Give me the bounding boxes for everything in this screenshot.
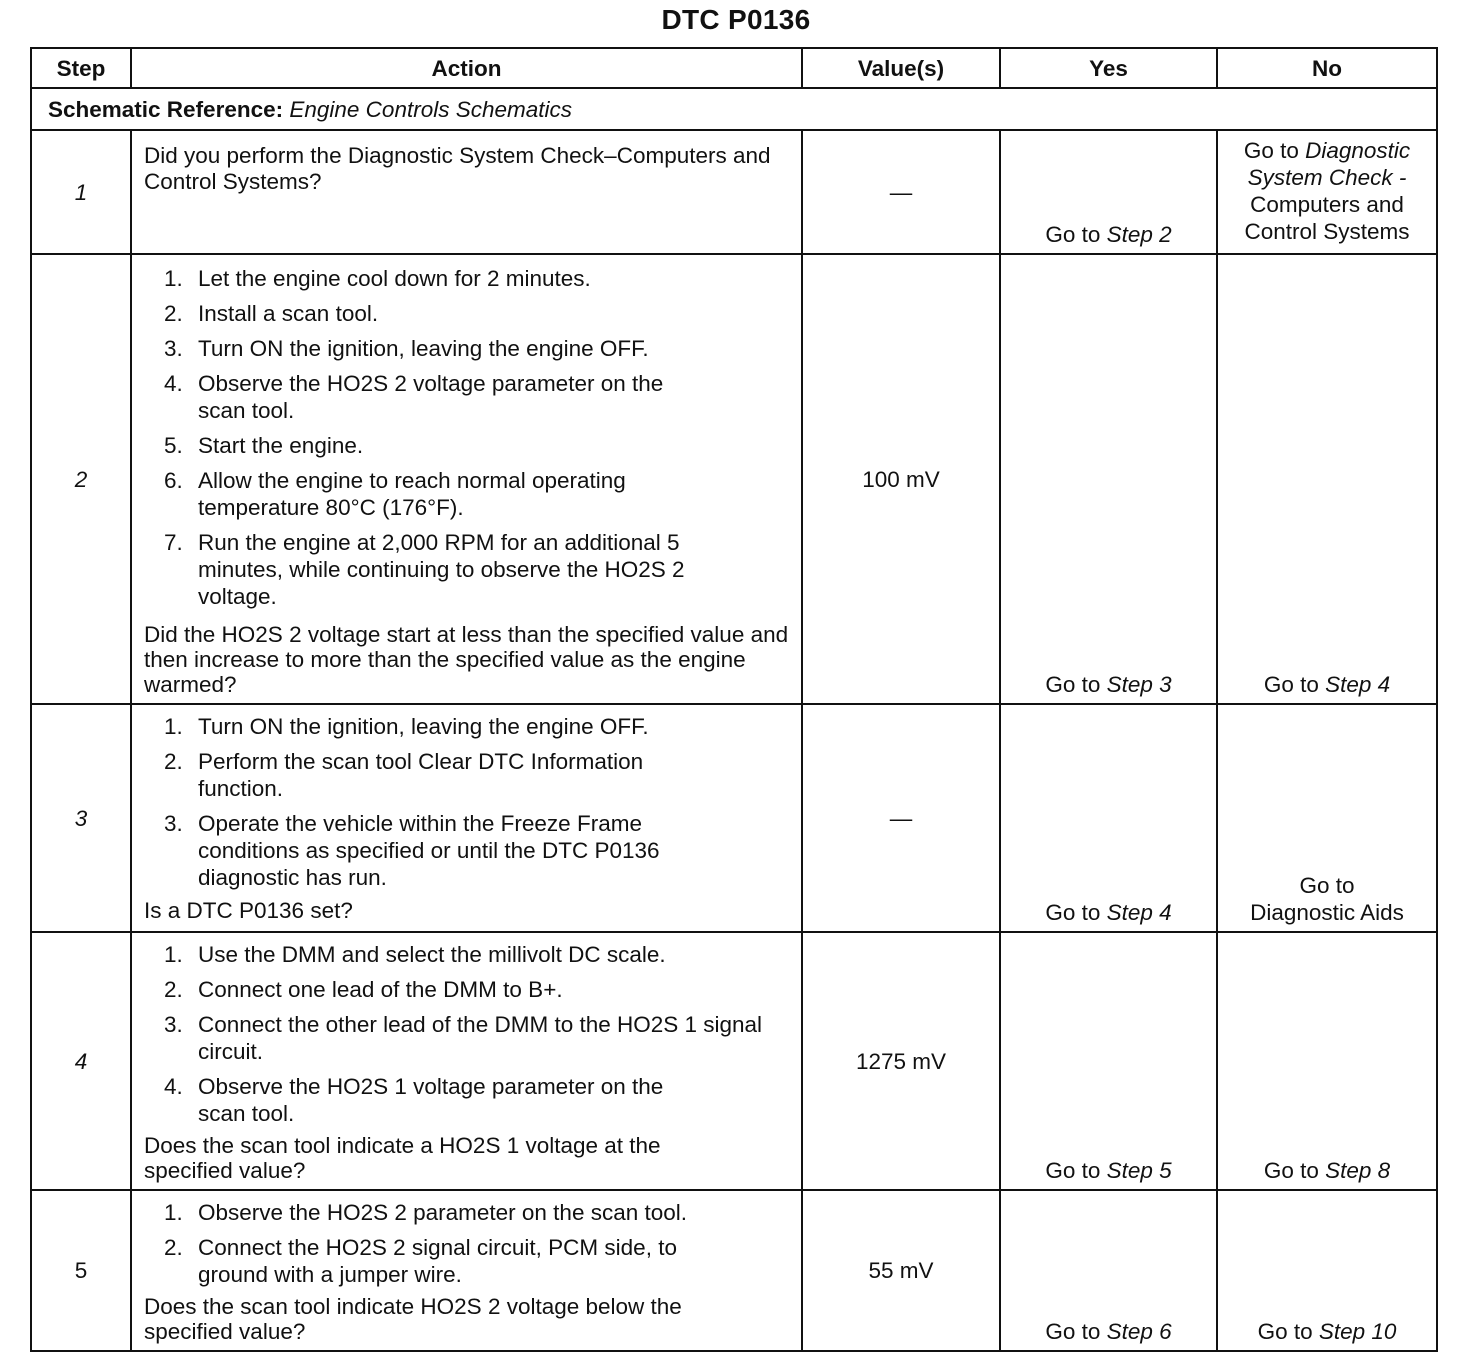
go-to-text: Go to	[1045, 672, 1101, 697]
go-to-text: Go to	[1299, 873, 1355, 898]
question-text: Is a DTC P0136 set?	[144, 898, 353, 923]
question-text: Did you perform the Diagnostic System Check–Computers and Control Systems?	[144, 143, 771, 194]
no-cell[interactable]	[1217, 1190, 1437, 1351]
yes-cell[interactable]	[1000, 704, 1217, 932]
action-cell	[131, 704, 802, 932]
list-item: 3. Turn ON the ignition, leaving the engine OFF.	[164, 336, 649, 361]
list-item: 3. Operate the vehicle within the Freeze Frame conditions as specified or until the DTC P0136 diagnostic has run.	[164, 811, 660, 890]
go-to-text: Go to	[1263, 1158, 1319, 1183]
yes-cell[interactable]	[1000, 1190, 1217, 1351]
header-row	[31, 48, 1437, 88]
value-cell: 100 mV	[802, 254, 1000, 704]
header-yes: Yes	[1000, 48, 1217, 88]
schematic-label: Schematic Reference:	[48, 96, 284, 122]
list-item: 4. Observe the HO2S 2 voltage parameter on the scan tool.	[164, 371, 664, 423]
no-cell[interactable]	[1217, 704, 1437, 932]
instruction-list	[132, 255, 801, 610]
go-to-text: Go to	[1045, 1158, 1101, 1183]
list-item: 4. Observe the HO2S 1 voltage parameter on the scan tool.	[164, 1074, 664, 1126]
step-number: 4	[31, 932, 131, 1190]
table-row	[31, 130, 1437, 254]
list-item: 1. Observe the HO2S 2 parameter on the scan tool.	[164, 1200, 688, 1225]
yes-cell[interactable]	[1000, 130, 1217, 254]
list-item: 1. Use the DMM and select the millivolt DC scale.	[164, 942, 666, 967]
list-item: 5. Start the engine.	[164, 433, 364, 458]
yes-link[interactable]: Step 3	[1106, 672, 1172, 697]
list-item: 3. Connect the other lead of the DMM to the HO2S 1 signal circuit.	[164, 1012, 763, 1064]
no-link[interactable]: Step 8	[1325, 1158, 1391, 1183]
instruction-list	[132, 1199, 801, 1288]
header-no: No	[1217, 48, 1437, 88]
table-row	[31, 254, 1437, 704]
value-cell: 55 mV	[802, 1190, 1000, 1351]
list-item: 2. Connect the HO2S 2 signal circuit, PCM side, to ground with a jumper wire.	[164, 1235, 677, 1287]
go-to-text: Go to	[1045, 900, 1101, 925]
table-row	[31, 1190, 1437, 1351]
action-cell	[131, 932, 802, 1190]
yes-cell[interactable]	[1000, 932, 1217, 1190]
no-cell[interactable]	[1217, 130, 1437, 254]
yes-link[interactable]: Step 4	[1106, 900, 1172, 925]
list-item: 7. Run the engine at 2,000 RPM for an additional 5 minutes, while continuing to observe the HO2S 2 voltage.	[164, 530, 685, 609]
go-to-text: Go to	[1263, 672, 1319, 697]
yes-cell[interactable]	[1000, 254, 1217, 704]
list-item: 6. Allow the engine to reach normal operating temperature 80°C (176°F).	[164, 468, 626, 520]
step-number: 3	[31, 704, 131, 932]
no-link[interactable]: Diagnostic Aids	[1250, 900, 1404, 925]
list-item: 2. Install a scan tool.	[164, 301, 379, 326]
no-link[interactable]: Step 10	[1318, 1319, 1397, 1344]
go-to-text: Go to	[1045, 222, 1101, 247]
no-line: Computers and	[1250, 192, 1404, 217]
step-number: 2	[31, 254, 131, 704]
value-cell: —	[802, 130, 1000, 254]
header-action: Action	[131, 48, 802, 88]
yes-link[interactable]: Step 2	[1106, 222, 1172, 247]
yes-link[interactable]: Step 5	[1106, 1158, 1172, 1183]
go-to-text: Go to	[1243, 138, 1299, 163]
list-item: 1. Turn ON the ignition, leaving the engine OFF.	[164, 714, 649, 739]
schematic-reference	[31, 88, 1437, 130]
table-row	[31, 704, 1437, 932]
list-item: 1. Let the engine cool down for 2 minutes.	[164, 266, 591, 291]
action-cell	[131, 254, 802, 704]
list-item: 2. Perform the scan tool Clear DTC Information function.	[164, 749, 644, 801]
no-line	[1224, 137, 1430, 164]
step-number: 5	[31, 1190, 131, 1351]
header-values: Value(s)	[802, 48, 1000, 88]
question-text: Does the scan tool indicate a HO2S 1 voltage at the specified value?	[144, 1133, 661, 1183]
schematic-link[interactable]: Engine Controls Schematics	[289, 96, 573, 122]
yes-link[interactable]: Step 6	[1106, 1319, 1172, 1344]
value-cell: 1275 mV	[802, 932, 1000, 1190]
list-item: 2. Connect one lead of the DMM to B+.	[164, 977, 563, 1002]
question-text: Did the HO2S 2 voltage start at less than the specified value and then increase to more than the specified value as the engine warmed?	[144, 622, 789, 697]
action-cell	[131, 1190, 802, 1351]
no-cell[interactable]	[1217, 932, 1437, 1190]
no-line	[1224, 164, 1430, 191]
table-row	[31, 932, 1437, 1190]
header-step: Step	[31, 48, 131, 88]
no-line: Control Systems	[1244, 219, 1410, 244]
instruction-list	[132, 713, 801, 891]
go-to-text: Go to	[1257, 1319, 1313, 1344]
no-link[interactable]: Step 4	[1325, 672, 1391, 697]
step-number: 1	[31, 130, 131, 254]
no-link[interactable]: System Check -	[1247, 165, 1407, 190]
action-cell	[131, 130, 802, 254]
question-text: Does the scan tool indicate HO2S 2 voltage below the specified value?	[144, 1294, 682, 1344]
page-title: DTC P0136	[661, 4, 811, 35]
go-to-text: Go to	[1045, 1319, 1101, 1344]
diagnostic-table	[30, 47, 1438, 1352]
no-link[interactable]: Diagnostic	[1305, 138, 1411, 163]
no-cell[interactable]	[1217, 254, 1437, 704]
instruction-list	[132, 941, 801, 1127]
schematic-reference-row	[31, 88, 1437, 130]
value-cell: —	[802, 704, 1000, 932]
